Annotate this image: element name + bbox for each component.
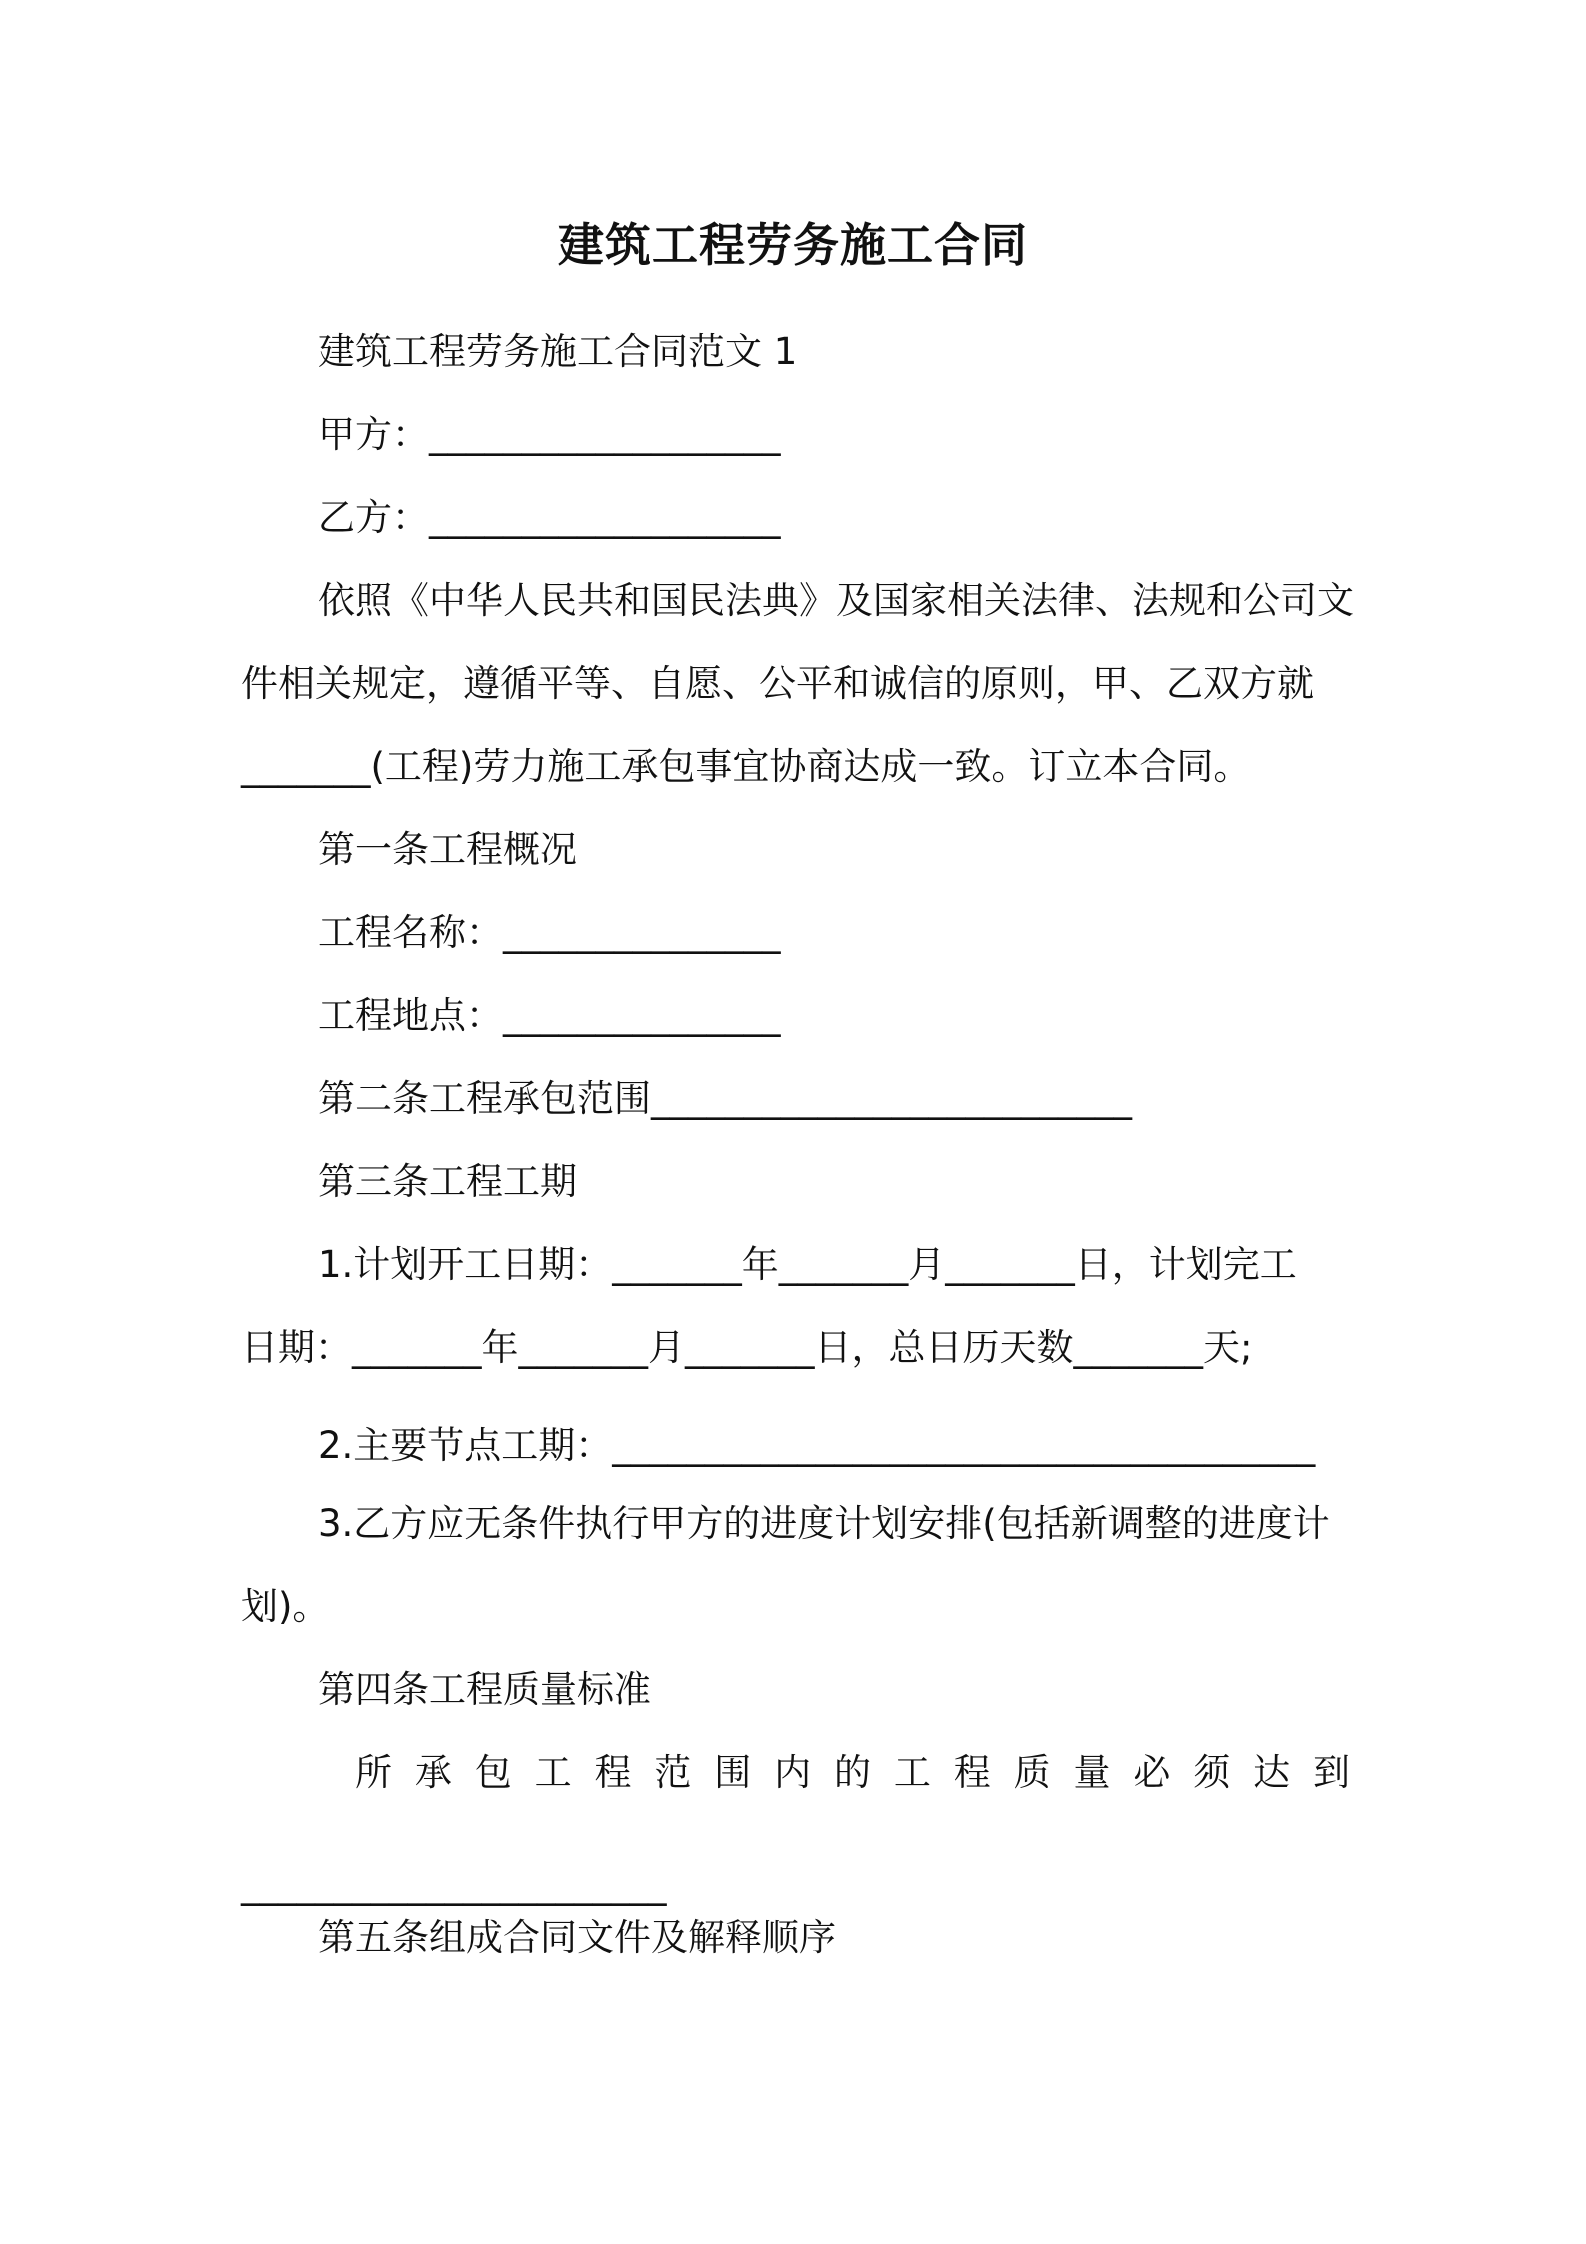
quality-char: 必 bbox=[1133, 1751, 1171, 1794]
quality-char: 须 bbox=[1193, 1751, 1231, 1794]
party-b-line: 乙方：___________________ bbox=[318, 496, 781, 539]
progress-plan-line-2: 划)。 bbox=[241, 1585, 330, 1628]
preamble-line-1: 依照《中华人民共和国民法典》及国家相关法律、法规和公司文 bbox=[318, 579, 1354, 622]
milestone-line: 2.主要节点工期：______________________________________ bbox=[318, 1424, 1316, 1467]
preamble-line-3: _______(工程)劳力施工承包事宜协商达成一致。订立本合同。 bbox=[241, 745, 1251, 788]
quality-char: 质 bbox=[1013, 1751, 1051, 1794]
progress-plan-line-1: 3.乙方应无条件执行甲方的进度计划安排(包括新调整的进度计 bbox=[318, 1502, 1330, 1545]
quality-char: 所 bbox=[355, 1751, 392, 1794]
quality-char: 到 bbox=[1313, 1751, 1350, 1794]
preamble-line-2: 件相关规定，遵循平等、自愿、公平和诚信的原则，甲、乙双方就 bbox=[241, 662, 1314, 705]
quality-blank-line: _______________________ bbox=[241, 1863, 667, 1906]
article-3-heading: 第三条工程工期 bbox=[318, 1160, 577, 1203]
quality-char: 范 bbox=[654, 1751, 692, 1794]
article-5-heading: 第五条组成合同文件及解释顺序 bbox=[318, 1916, 836, 1959]
party-a-line: 甲方：___________________ bbox=[318, 413, 781, 456]
article-1-heading: 第一条工程概况 bbox=[318, 828, 577, 871]
project-name-line: 工程名称：_______________ bbox=[318, 911, 781, 954]
quality-char: 包 bbox=[474, 1751, 512, 1794]
quality-char: 承 bbox=[414, 1751, 452, 1794]
article-4-heading: 第四条工程质量标准 bbox=[318, 1668, 651, 1711]
quality-standard-line bbox=[355, 1743, 1350, 1803]
quality-char: 围 bbox=[714, 1751, 752, 1794]
quality-char: 程 bbox=[594, 1751, 632, 1794]
schedule-line-1: 1.计划开工日期：_______年_______月_______日，计划完工 bbox=[318, 1243, 1297, 1286]
project-location-line: 工程地点：_______________ bbox=[318, 994, 781, 1037]
quality-char: 量 bbox=[1073, 1751, 1111, 1794]
quality-char: 工 bbox=[534, 1751, 572, 1794]
quality-char: 的 bbox=[834, 1751, 871, 1794]
quality-char: 工 bbox=[893, 1751, 931, 1794]
quality-char: 内 bbox=[774, 1751, 812, 1794]
article-2-heading: 第二条工程承包范围__________________________ bbox=[318, 1077, 1132, 1120]
quality-char: 达 bbox=[1253, 1751, 1291, 1794]
document-title: 建筑工程劳务施工合同 bbox=[558, 218, 1028, 272]
schedule-line-2: 日期：_______年_______月_______日，总日历天数_______天; bbox=[241, 1326, 1253, 1369]
quality-char: 程 bbox=[953, 1751, 991, 1794]
sample-heading: 建筑工程劳务施工合同范文 1 bbox=[318, 330, 798, 373]
